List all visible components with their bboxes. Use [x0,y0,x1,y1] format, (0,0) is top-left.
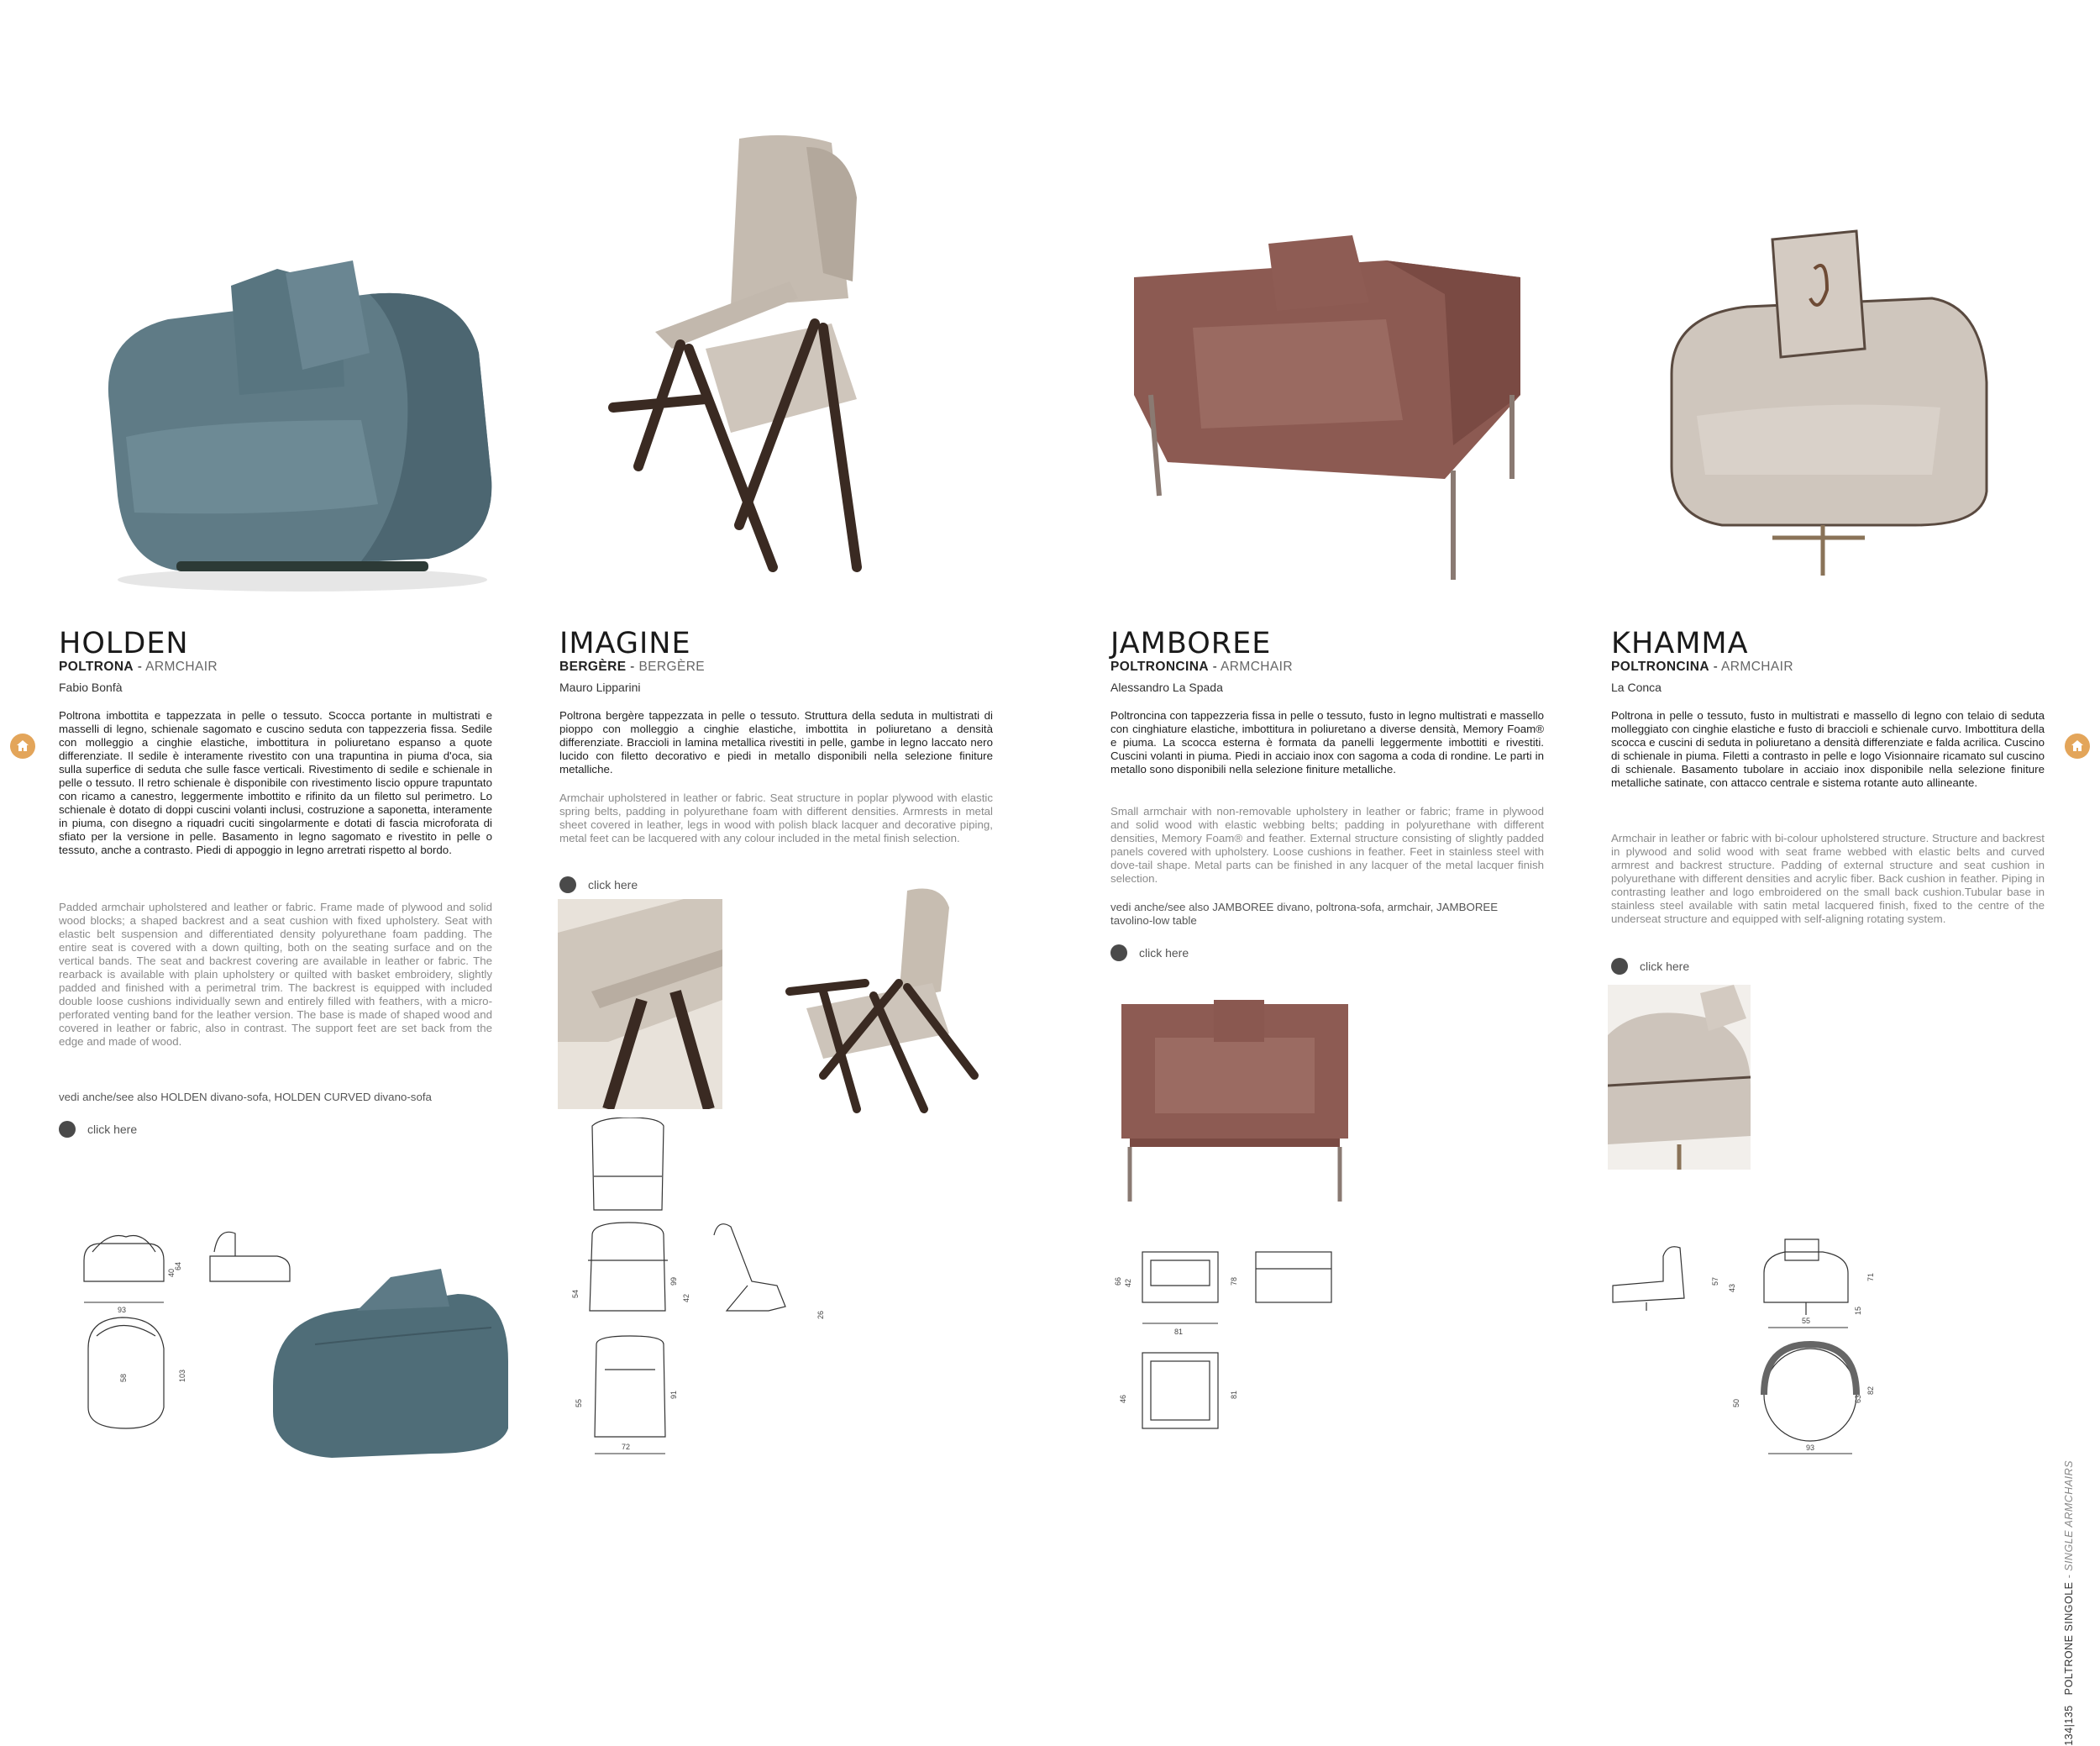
description-en: Small armchair with non-removable upholstery in leather or fabric; frame in plywood and solid wood with elastic webbing belts; padding in polyurethane with different densities, Memory Foam® and feather. External structure consisting of slightly padded panels covered with upholstery. Loose cushions in feather. Feet in stainless steel with dove-tail shape. Metal parts can be finished in any lacquer of the metal lacquer finish selection. [1110,805,1544,885]
khamma-detail-photo [1608,985,1751,1170]
product-type: POLTRONA - ARMCHAIR [59,660,218,674]
jamboree-main-photo [1117,227,1537,588]
dim-seat: 54 [571,1289,580,1298]
product-title: JAMBOREE [1110,627,1272,660]
type-en: ARMCHAIR [1221,660,1293,674]
imagine-detail-photo [558,899,722,1109]
section-title-en: - SINGLE ARMCHAIRS [2063,1460,2075,1582]
dim-seat-depth: 55 [575,1398,583,1407]
holden-main-photo [76,227,512,597]
product-type: BERGÈRE - BERGÈRE [559,660,706,674]
type-en: BERGÈRE [638,660,706,674]
dim-width: 81 [1174,1328,1184,1336]
dim-inner: 50 [1732,1398,1740,1407]
dim-width: 93 [1806,1444,1815,1452]
dim-seat-depth: 58 [119,1373,128,1382]
bullet-dot-icon [59,1121,76,1138]
dim-seat: 40 [167,1268,176,1277]
spine-label [2063,1460,2075,1746]
imagine-main-photo [580,130,949,618]
type-it: POLTRONCINA [1110,660,1209,674]
click-here-link[interactable] [59,1121,137,1138]
description-en: Padded armchair upholstered and leather or fabric. Frame made of plywood and solid wood blocks; a shaped backrest and a seat cushion with fixed upholstery. Seat with elastic belt suspension and differentiated density polyurethane foam padding. The entire seat is covered with a down quilting, both on the seating surface and on the vertical bands. The seat and backrest covering are available in leather or fabric. The rearback is available with plain upholstery or quilted with basket embroidery, slightly padded and finished with a perimetral trim. The backrest is equipped with included double loose cushions individually sewn and entirely filled with feathers, with a micro-perforated venting band for the leather version. The base is made of shaped wood and covered in leather or fabric, also in contrast. The support feet are set back from the edge and made of wood. [59,901,492,1048]
dim-depth: 91 [669,1390,678,1399]
home-icon-left[interactable] [10,734,35,759]
designer-name: Alessandro La Spada [1110,681,1223,694]
dim-height: 99 [669,1276,678,1286]
dim-width: 72 [622,1443,631,1451]
description-en: Armchair in leather or fabric with bi-colour upholstered structure. Structure and backrest in plywood and solid wood with seat frame webbed with elastic belts and curved armrest and backrest structure. Padding of external structure and seat cushion in polyurethane with different densities and acrylic fiber. Back cushion in feather. Piping in contrasting leather and logo embroidered on the small back cushion.Tubular base in stainless steel available with satin metal lacquered finish, fixed to the centre of the underseat structure and equipped with self-aligning rotating system. [1611,832,2045,925]
dim-seat: 42 [1124,1278,1132,1287]
description-en: Armchair upholstered in leather or fabric. Seat structure in poplar plywood with elastic spring belts, padding in polyurethane foam with different densities. Armrests in metal sheet covered in leather, legs in wood with polish black lacquer and decorative piping, metal feet can be lacquered with any colour included in the metal finish selection. [559,791,993,844]
type-it: POLTRONCINA [1611,660,1709,674]
click-here-link[interactable] [1611,958,1689,975]
see-also: vedi anche/see also JAMBOREE divano, poltrona-sofa, armchair, JAMBOREE tavolino-low table [1110,901,1499,927]
bullet-dot-icon [1110,944,1127,961]
designer-name: La Conca [1611,681,1662,694]
dim-base: 55 [1802,1317,1811,1325]
dim-width: 93 [118,1306,127,1314]
dim-depth: 82 [1866,1386,1875,1395]
click-here-label: click here [588,878,638,891]
dim-arm: 42 [682,1293,690,1302]
dim-seat: 57 [1711,1276,1719,1286]
holden-back-photo [265,1260,517,1462]
click-here-link[interactable] [559,876,638,893]
designer-name: Mauro Lipparini [559,681,641,694]
product-type: POLTRONCINA - ARMCHAIR [1611,660,1793,674]
click-here-link[interactable] [1110,944,1189,961]
description-it: Poltroncina con tappezzeria fissa in pelle o tessuto, fusto in legno multistrati e massello con cinghiature elastiche, imbottitura in poliuretano a diverse densità, Memory Foam® e piuma. La scocca esterna è formata da panelli leggermente imbottiti e rivestiti. Cuscini volanti in piuma. Piedi in acciaio inox con sagoma a coda di rondine. Le parti in metallo sono disponibili nella selezione finiture metalliche. [1110,709,1544,776]
jamboree-technical-drawings [1109,1235,1361,1437]
type-it: POLTRONA [59,660,134,674]
home-icon-right[interactable] [2065,734,2090,759]
khamma-main-photo [1646,223,1999,592]
page-numbers: 134|135 [2063,1705,2075,1746]
dim-height: 66 [1114,1276,1122,1286]
dim-depth: 103 [178,1369,186,1382]
click-here-label: click here [1640,960,1690,973]
product-type: POLTRONCINA - ARMCHAIR [1110,660,1293,674]
product-title: IMAGINE [559,627,691,660]
dim-seat-depth: 46 [1119,1394,1127,1403]
click-here-label: click here [1139,946,1189,960]
dim-height: 71 [1866,1272,1875,1281]
bullet-dot-icon [1611,958,1628,975]
dim-arm: 78 [1230,1276,1238,1286]
imagine-technical-drawings [571,1118,857,1470]
jamboree-front-photo [1113,996,1357,1206]
dim-seat-depth: 63 [1854,1394,1862,1403]
imagine-side-photo [773,882,1000,1126]
product-title: KHAMMA [1611,627,1749,660]
dim-foot: 15 [1854,1306,1862,1315]
type-it: BERGÈRE [559,660,627,674]
type-en: ARMCHAIR [1721,660,1793,674]
dim-seat-low: 43 [1728,1283,1736,1292]
type-en: ARMCHAIR [145,660,218,674]
dim-depth: 81 [1230,1390,1238,1399]
dim-recline: 26 [816,1310,825,1319]
click-here-label: click here [87,1123,138,1136]
section-title: POLTRONE SINGOLE [2063,1581,2075,1696]
designer-name: Fabio Bonfà [59,681,123,694]
see-also: vedi anche/see also HOLDEN divano-sofa, HOLDEN CURVED divano-sofa [59,1091,432,1103]
product-title: HOLDEN [59,627,189,660]
bullet-dot-icon [559,876,576,893]
description-it: Poltrona imbottita e tappezzata in pelle o tessuto. Scocca portante in multistrati e masselli di legno, schienale sagomato e cuscino seduta con tappezzeria fissa. Sedile con molleggio a cinghie elastiche, imbottitura in poliuretano espanso a quote differenziate. Il sedile è interamente rivestito con una trapuntina in piuma d'oca, sia sulla superfice di seduta che sulle fasce verticali. Rivestimento di sedile e schienale in pelle o tessuto. Il retro schienale è disponibile con rivestimento liscio oppure trapuntato con ricamo a canestro, leggermente imbottito e rifinito da un filetto sul perimetro. Lo schienale è dotato di doppi cuscini volanti inclusi, costruzione a saponetta, interamente in piuma, con disegno a riquadri cuciti singolarmente e dotati di fascia microforata di sfiato per la versione in pelle. Basamento in legno sagomato e rivestito in pelle o tessuto, anche a contrasto. Piedi di appoggio in legno arretrati rispetto al bordo. [59,709,492,856]
description-it: Poltrona bergère tappezzata in pelle o tessuto. Struttura della seduta in multistrati di pioppo con molleggio a cinghie elastiche, imbottita in poliuretano a densità differenziate. Braccioli in lamina metallica rivestiti in pelle, gambe in legno laccato nero lucido con filetto decorativo e piedi in metallo disponibili nella selezione finiture metalliche. [559,709,993,776]
khamma-technical-drawings [1604,1227,1882,1462]
dim-height: 64 [174,1261,182,1270]
description-it: Poltrona in pelle o tessuto, fusto in multistrati e massello di legno con telaio di seduta molleggiato con cinghie elastiche e fusto di braccioli e schienale curvo. Imbottitura della scocca e cuscini di seduta in poliuretano a densità differenziate e falda acrilica. Cuscino di schienale in piuma. Filetti a contrasto in pelle e logo Visionnaire ricamato sul cuscino di schienale. Basamento tubolare in acciaio inox disponibile nella selezione finiture metalliche satinate, con attacco centrale e sistema rotante auto allineante. [1611,709,2045,789]
